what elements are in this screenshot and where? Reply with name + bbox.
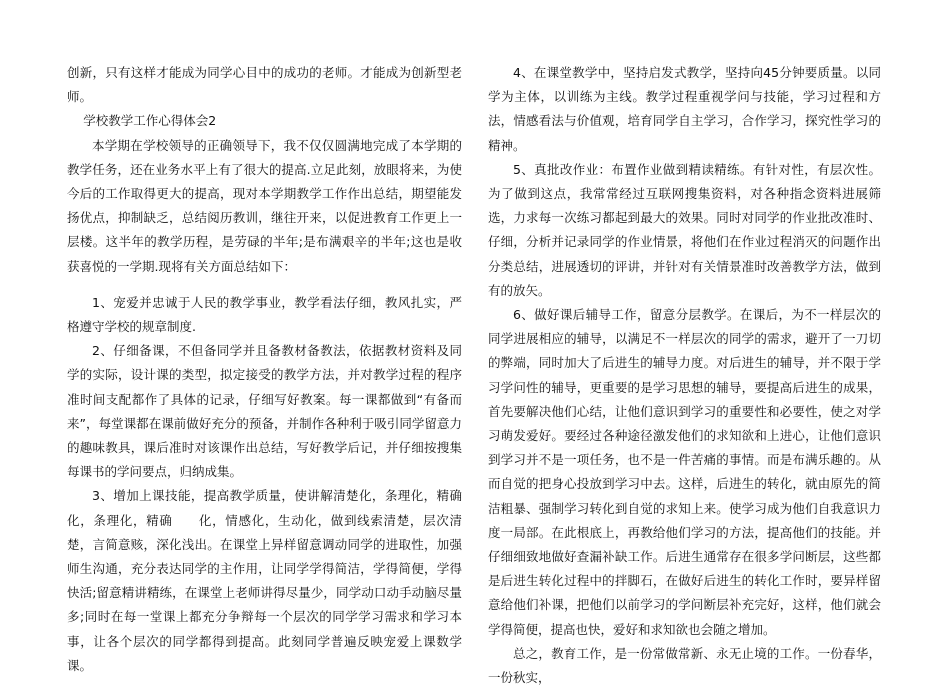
- paragraph-summary: 总之，教育工作，是一份常做常新、永无止境的工作。一份春华，一份秋实，: [488, 645, 881, 686]
- right-column: [488, 61, 881, 690]
- paragraph-point-4: 4、在课堂教学中，坚持启发式教学，坚持向45分钟要质量。以同学为主体，以训练为主线。教学过程重视学问与技能，学习过程和方法，情感看法与价值观，培育同学自主学习，合作学习，探究性学习的精神。: [488, 65, 881, 153]
- paragraph-point-6: 6、做好课后辅导工作，留意分层教学。在课后，为不一样层次的同学进展相应的辅导，以满足不一样层次的同学的需求，避开了一刀切的弊端，同时加大了后进生的辅导力度。对后进生的辅导，并不限于学习学问性的辅导，更重要的是学习思想的辅导，要提高后进生的成果，首先要解决他们心结，让他们意识到学习的重要性和必要性，使之对学习萌发爱好。要经过各种途径激发他们的求知欲和上进心，让他们意识到学习并不是一项任务，也不是一件苦痛的事情。而是布满乐趣的。从而自觉的把身心投放到学习中去。这样，后进生的转化，就由原先的简洁粗暴、强制学习转化到自觉的求知上来。使学习成为他们自我意识力度一局部。在此根底上，再教给他们学习的方法，提高他们的技能。并仔细细致地做好查漏补缺工作。后进生通常存在很多学问断层，这些都是后进生转化过程中的拌脚石，在做好后进生的转化工作时，要异样留意给他们补课，把他们以前学习的学问断层补充完好，这样，他们就会学得简便，提高也快，爱好和求知欲也会随之增加。: [488, 307, 881, 637]
- paragraph-point-2: 2、仔细备课，不但备同学并且备教材备教法，依据教材资料及同学的实际，设计课的类型，拟定接受的教学方法，并对教学过程的程序准时间支配都作了具体的记录，仔细写好教案。每一课都做到“有备而来”，每堂课都在课前做好充分的预备，并制作各种利于吸引同学留意力的趣味教具，课后准时对该课作出总结，写好教学后记，并仔细按搜集每课书的学问要点，归纳成集。: [67, 343, 462, 480]
- paragraph-continuation: 创新，只有这样才能成为同学心目中的成功的老师。才能成为创新型老师。: [67, 65, 462, 105]
- paragraph-point-5: 5、真批改作业：布置作业做到精读精练。有针对性，有层次性。为了做到这点，我常常经过互联网搜集资料，对各种指念资料进展筛选，力求每一次练习都起到最大的效果。同时对同学的作业批改准时、仔细，分析并记录同学的作业情景，将他们在作业过程消灭的问题作出分类总结，进展透切的评讲，并针对有关情景准时改善教学方法，做到有的放矢。: [488, 161, 881, 298]
- paragraph-point-1: 1、宠爱并忠诚于人民的教学事业，教学看法仔细，教风扎实，严格遵守学校的规章制度.: [67, 294, 462, 335]
- section-heading: 学校教学工作心得体会2: [83, 113, 217, 129]
- left-column: [67, 61, 488, 678]
- paragraph-intro: 本学期在学校领导的正确领导下，我不仅仅圆满地完成了本学期的教学任务，还在业务水平上有了很大的提高.立足此刻，放眼将来，为使今后的工作取得更大的提高，现对本学期教学工作作出总结，期望能发扬优点，抑制缺乏，总结阅历教训，继往开来，以促进教育工作更上一层楼。这半年的教学历程，是劳碌的半年;是布满艰辛的半年;这也是收获喜悦的一学期.现将有关方面总结如下：: [67, 137, 462, 274]
- paragraph-point-3: 3、增加上课技能，提高教学质量，使讲解清楚化，条理化，精确 化，条理化，精确 化，情感化，生动化，做到线索清楚，层次清楚，言简意赅，深化浅出。在课堂上异样留意调动同学的进取性，加强师生沟通，充分表达同学的主作用，让同学学得简洁，学得简便，学得快活;留意精讲精练，在课堂上老师讲得尽量少，同学动口动手动脑尽量多;同时在每一堂课上都充分争辩每一个层次的同学学习需求和学习本事，让各个层次的同学都得到提高。此刻同学普遍反映宠爱上课数学课。: [67, 488, 488, 673]
